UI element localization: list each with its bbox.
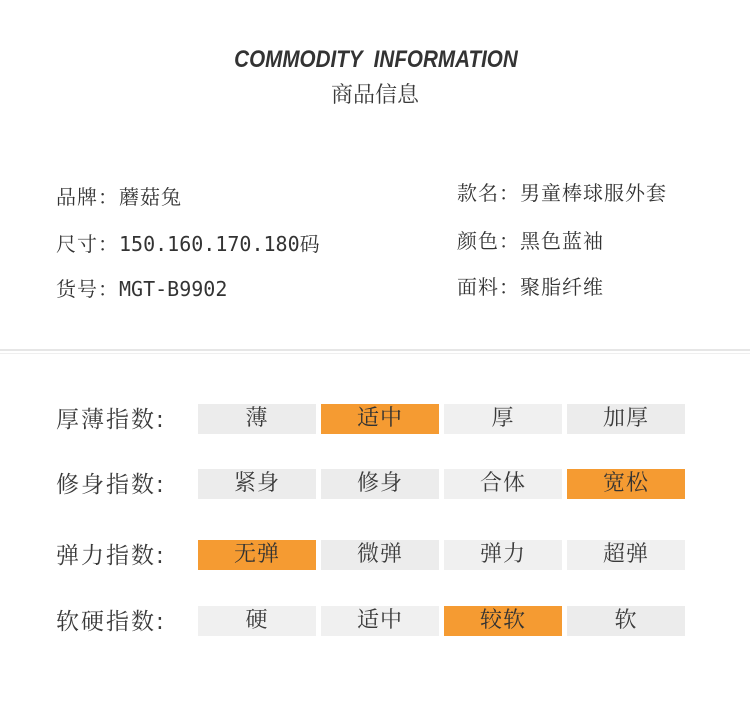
- index-option: 加厚: [567, 404, 685, 434]
- info-label: 颜色：: [457, 229, 520, 253]
- heading-english: COMMODITY INFORMATION: [234, 46, 518, 73]
- info-label: 货号：: [56, 277, 119, 301]
- info-value: 男童棒球服外套: [520, 181, 667, 205]
- info-color: [457, 225, 604, 254]
- index-option: 紧身: [198, 469, 316, 499]
- section-divider-shadow: [0, 353, 750, 354]
- index-option: 适中: [321, 404, 439, 434]
- info-value: 黑色蓝袖: [520, 229, 604, 253]
- index-row-fit: [0, 469, 750, 501]
- index-option: 超弹: [567, 540, 685, 570]
- index-row-softness: [0, 606, 750, 638]
- info-style-name: [457, 177, 667, 206]
- index-option: 弹力: [444, 540, 562, 570]
- index-row-thickness: [0, 404, 750, 436]
- heading-chinese: 商品信息: [330, 83, 419, 108]
- index-option: 合体: [444, 469, 562, 499]
- index-option: 薄: [198, 404, 316, 434]
- info-value: 150.160.170.180码: [119, 232, 320, 256]
- info-label: 款名：: [457, 181, 520, 205]
- index-option: 较软: [444, 606, 562, 636]
- index-option: 软: [567, 606, 685, 636]
- index-row-elasticity: [0, 540, 750, 572]
- index-label: 厚薄指数:: [56, 407, 166, 433]
- index-label: 弹力指数:: [56, 543, 166, 569]
- info-label: 面料：: [457, 275, 520, 299]
- index-option: 硬: [198, 606, 316, 636]
- info-item-number: [56, 273, 227, 302]
- info-value: 蘑菇兔: [119, 185, 182, 209]
- info-label: 尺寸：: [56, 232, 119, 256]
- index-option: 宽松: [567, 469, 685, 499]
- info-value: MGT-B9902: [119, 277, 228, 301]
- index-option: 厚: [444, 404, 562, 434]
- info-value: 聚脂纤维: [520, 275, 604, 299]
- info-brand: [56, 181, 182, 210]
- info-size: [56, 228, 320, 257]
- index-option: 适中: [321, 606, 439, 636]
- index-option: 无弹: [198, 540, 316, 570]
- info-label: 品牌：: [56, 185, 119, 209]
- index-label: 修身指数:: [56, 472, 166, 498]
- info-fabric: [457, 271, 604, 300]
- index-option: 修身: [321, 469, 439, 499]
- section-divider: [0, 349, 750, 351]
- index-option: 微弹: [321, 540, 439, 570]
- index-label: 软硬指数:: [56, 609, 166, 635]
